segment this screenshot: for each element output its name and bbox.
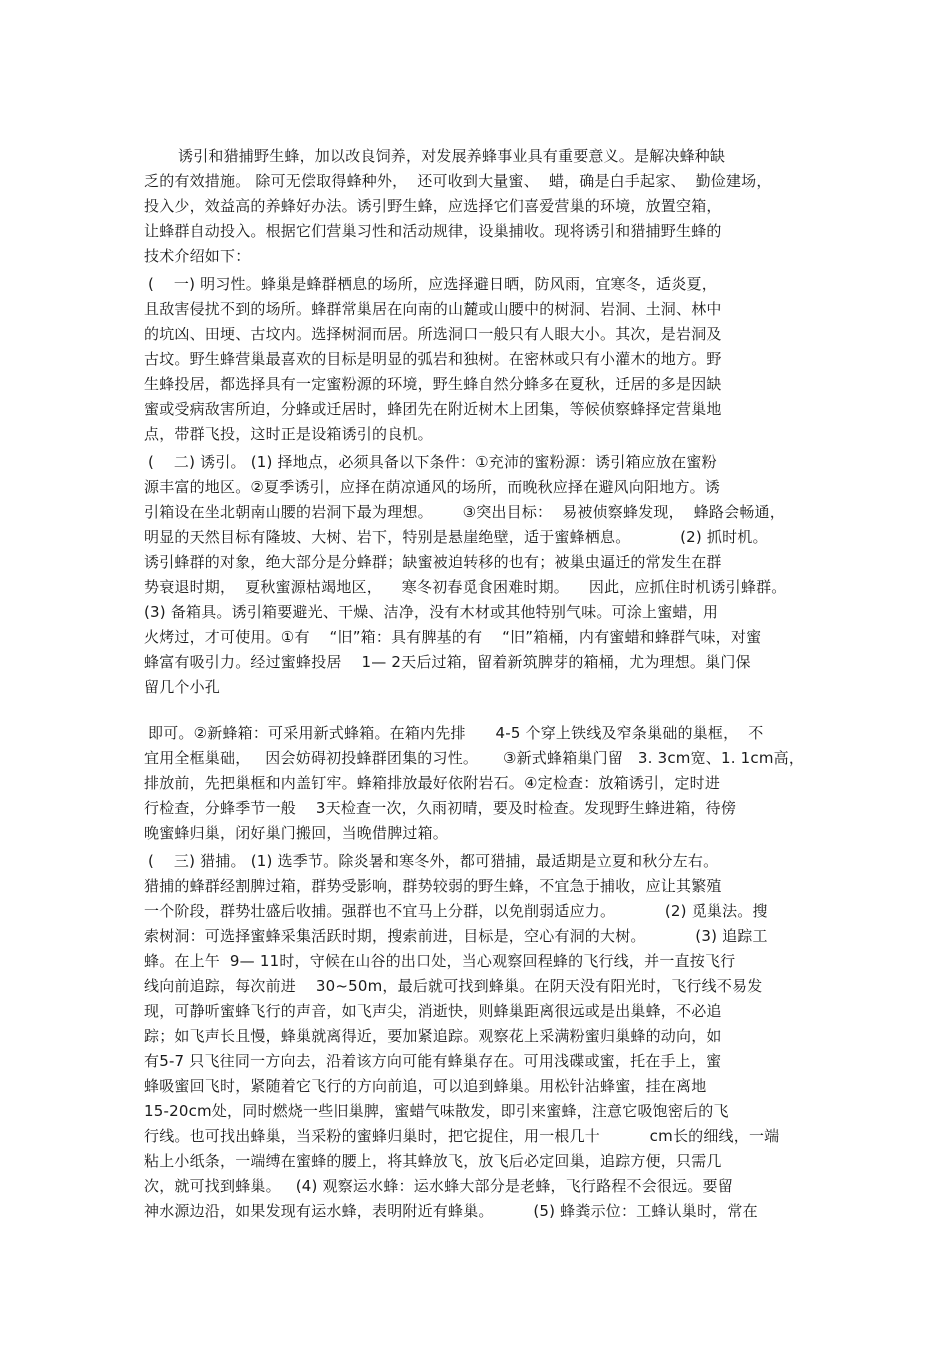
text-line: 晚蜜蜂归巢，闭好巢门搬回，当晚借脾过箱。	[144, 824, 449, 842]
text-line: 投入少，效益高的养蜂好办法。诱引野生蜂，应选择它们喜爱营巢的环境，放置空箱，	[144, 197, 722, 215]
text-line: 留几个小孔	[144, 678, 221, 696]
text-line: 行线。也可找出蜂巢，当采粉的蜜蜂归巢时，把它捉住，用一根几十 cm长的细线，一端	[144, 1127, 780, 1145]
text-line: ( 二) 诱引。 (1) 择地点，必须具备以下条件：①充沛的蜜粉源：诱引箱应放在蜜粉	[148, 453, 717, 471]
text-line: 生蜂投居，都选择具有一定蜜粉源的环境，野生蜂自然分蜂多在夏秋，迁居的多是因缺	[144, 375, 722, 393]
text-line: 神水源边沿，如果发现有运水蜂，表明附近有蜂巢。 (5) 蜂粪示位：工蜂认巢时，常在	[144, 1202, 758, 1220]
text-line: 15-20cm处，同时燃烧一些旧巢脾，蜜蜡气味散发，即引来蜜蜂，注意它吸饱密后的飞	[144, 1102, 729, 1120]
text-line: 索树洞：可选择蜜蜂采集活跃时期，搜索前进，目标是，空心有洞的大树。 (3) 追踪工	[144, 927, 768, 945]
text-line: 蜂富有吸引力。经过蜜蜂投居 1— 2天后过箱，留着新筑脾芽的箱桶，尤为理想。巢门保	[144, 653, 751, 671]
text-line: 势衰退时期， 夏秋蜜源枯竭地区， 寒冬初春觅食困难时期。 因此，应抓住时机诱引蜂群。	[144, 578, 787, 596]
text-line: 诱引蜂群的对象，绝大部分是分蜂群；缺蜜被迫转移的也有；被巢虫逼迁的常发生在群	[144, 553, 722, 571]
text-line: 次，就可找到蜂巢。 (4) 观察运水蜂：运水蜂大部分是老蜂，飞行路程不会很远。要留	[144, 1177, 733, 1195]
text-line: 明显的天然目标有隆坡、大树、岩下，特别是悬崖绝壁，适于蜜蜂栖息。 (2) 抓时机。	[144, 528, 768, 546]
text-line: 乏的有效措施。 除可无偿取得蜂种外， 还可收到大量蜜、 蜡，确是白手起家、 勤俭建场，	[144, 172, 772, 190]
text-line: 让蜂群自动投入。根据它们营巢习性和活动规律，设巢捕收。现将诱引和猎捕野生蜂的	[144, 222, 722, 240]
text-line: 点，带群飞投，这时正是设箱诱引的良机。	[144, 425, 433, 443]
text-line: 一个阶段，群势壮盛后收捕。强群也不宜马上分群，以免削弱适应力。 (2) 觅巢法。搜	[144, 902, 768, 920]
text-line: 排放前，先把巢框和内盖钉牢。蜂箱排放最好依附岩石。④定检查：放箱诱引，定时进	[144, 774, 721, 792]
text-line: ( 三) 猎捕。 (1) 选季节。除炎暑和寒冬外，都可猎捕，最适期是立夏和秋分左右。	[148, 852, 719, 870]
text-line: 行检查，分蜂季节一般 3天检查一次，久雨初晴，要及时检查。发现野生蜂进箱，待傍	[144, 799, 737, 817]
text-line: 源丰富的地区。②夏季诱引，应择在荫凉通风的场所，而晚秋应择在避风向阳地方。诱	[144, 478, 721, 496]
text-line: 的坑凶、田埂、古坟内。选择树洞而居。所选洞口一般只有人眼大小。其次，是岩洞及	[144, 325, 722, 343]
text-line: (3) 备箱具。诱引箱要避光、干燥、洁净，没有木材或其他特别气味。可涂上蜜蜡，用	[144, 603, 719, 621]
text-line: 猎捕的蜂群经割脾过箱，群势受影响，群势较弱的野生蜂，不宜急于捕收，应让其繁殖	[144, 877, 722, 895]
text-line: 技术介绍如下：	[144, 247, 251, 265]
text-line: ( 一) 明习性。蜂巢是蜂群栖息的场所，应选择避日晒，防风雨，宜寒冬，适炎夏，	[148, 275, 717, 293]
text-line: 蜂。在上午 9— 11时，守候在山谷的出口处，当心观察回程蜂的飞行线，并一直按飞行	[144, 952, 736, 970]
text-line: 引箱设在坐北朝南山腰的岩洞下最为理想。 ③突出目标： 易被侦察蜂发现， 蜂路会畅通，	[144, 503, 785, 521]
text-line: 古坟。野生蜂营巢最喜欢的目标是明显的弧岩和独树。在密林或只有小灌木的地方。野	[144, 350, 722, 368]
text-line: 蜜或受病敌害所迫，分蜂或迁居时，蜂团先在附近树木上团集，等候侦察蜂择定营巢地	[144, 400, 722, 418]
text-line: 踪；如飞声长且慢，蜂巢就离得近，要加紧追踪。观察花上采满粉蜜归巢蜂的动向，如	[144, 1027, 722, 1045]
text-line: 火烤过，才可使用。①有 “旧”箱：具有脾基的有 “旧”箱桶，内有蜜蜡和蜂群气味，对蜜	[144, 628, 762, 646]
text-line: 现，可静听蜜蜂飞行的声音，如飞声尖，消逝快，则蜂巢距离很远或是出巢蜂，不必追	[144, 1002, 722, 1020]
text-line: 有5-7 只飞往同一方向去，沿着该方向可能有蜂巢存在。可用浅碟或蜜，托在手上，蜜	[144, 1052, 722, 1070]
text-line: 粘上小纸条，一端缚在蜜蜂的腰上，将其蜂放飞，放飞后必定回巢，追踪方便，只需几	[144, 1152, 722, 1170]
text-line: 线向前追踪，每次前进 30~50m，最后就可找到蜂巢。在阴天没有阳光时，飞行线不易发	[144, 977, 763, 995]
text-line: 即可。②新蜂箱：可采用新式蜂箱。在箱内先排 4-5 个穿上铁线及窄条巢础的巢框， 不	[148, 724, 764, 742]
text-line: 蜂吸蜜回飞时，紧随着它飞行的方向前追，可以追到蜂巢。用松针沾蜂蜜，挂在离地	[144, 1077, 707, 1095]
text-line: 且敌害侵扰不到的场所。蜂群常巢居在向南的山麓或山腰中的树洞、岩洞、土洞、林中	[144, 300, 722, 318]
text-line: 诱引和猎捕野生蜂，加以改良饲养，对发展养蜂事业具有重要意义。是解决蜂种缺	[178, 147, 726, 165]
text-line: 宜用全框巢础， 因会妨碍初投蜂群团集的习性。 ③新式蜂箱巢门留 3. 3cm宽、1. 1cm高，	[144, 749, 805, 767]
